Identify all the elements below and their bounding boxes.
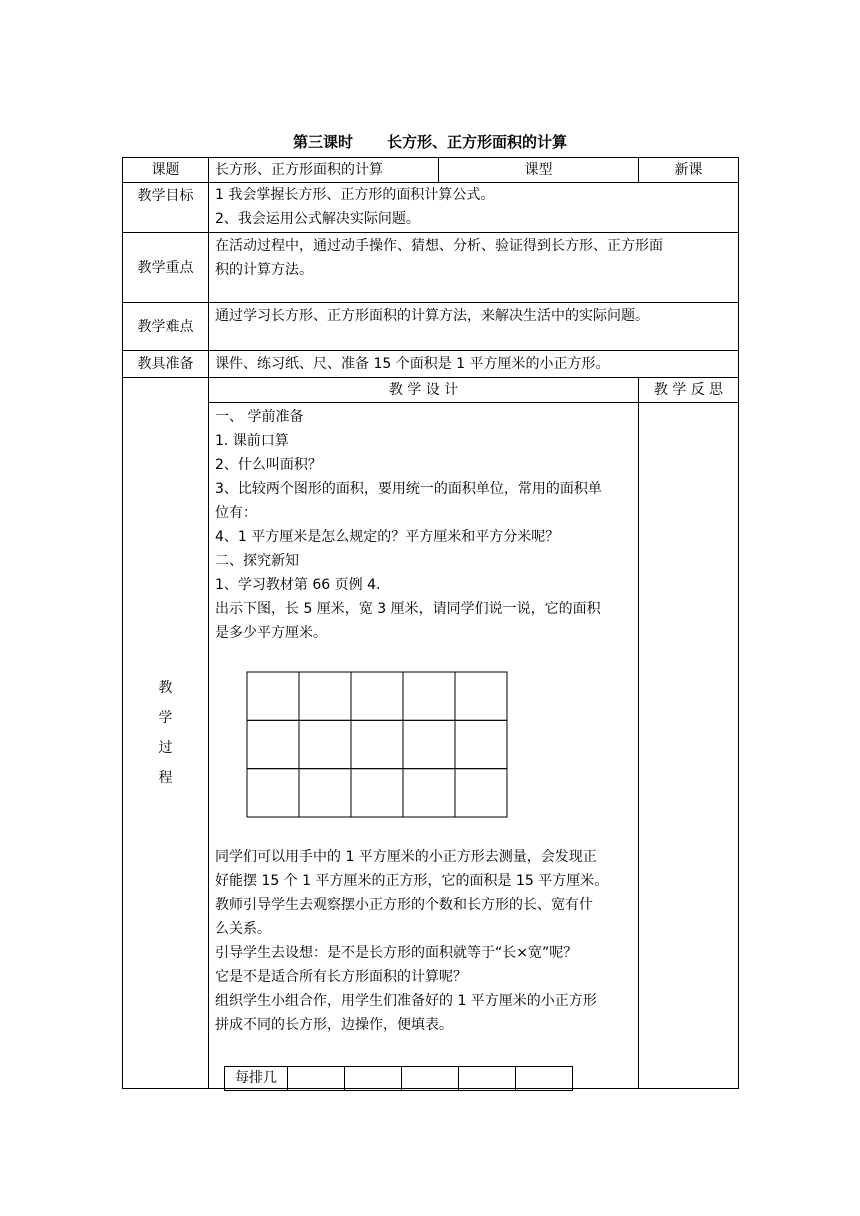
text-line: 位有：	[215, 505, 257, 521]
fill-in-table	[224, 1066, 573, 1091]
key-points-label: 教学重点	[123, 233, 209, 303]
type-value: 新课	[639, 158, 739, 183]
reflection-content	[639, 403, 739, 1089]
goal-line: 2、我会运用公式解决实际问题。	[215, 211, 420, 227]
text-line: 么关系。	[215, 921, 271, 937]
text-line: 3、比较两个图形的面积，要用统一的面积单位，常用的面积单	[215, 481, 602, 497]
key-points-row	[123, 233, 739, 303]
topic-label: 课题	[123, 158, 209, 183]
intro-text	[215, 403, 632, 645]
goals-label: 教学目标	[123, 183, 209, 233]
design-header: 教 学 设 计	[209, 378, 639, 403]
lesson-title: 第三课时	[292, 133, 353, 151]
fill-table-row	[225, 1067, 573, 1091]
process-label	[123, 378, 209, 1089]
key-point-line: 在活动过程中，通过动手操作、猜想、分析、验证得到长方形、正方形面	[215, 238, 663, 254]
difficulties-content	[209, 303, 739, 351]
process-label-char: 程	[158, 770, 173, 786]
text-line: 同学们可以用手中的 1 平方厘米的小正方形去测量，会发现正	[215, 849, 597, 865]
grid-unit-square	[455, 672, 507, 720]
difficulties-row	[123, 303, 739, 351]
grid-unit-square	[455, 769, 507, 817]
materials-line: 课件、练习纸、尺、准备 15 个面积是 1 平方厘米的小正方形。	[215, 356, 610, 372]
grid-unit-square	[351, 720, 403, 768]
page-title	[0, 131, 860, 152]
text-line: 1、学习教材第 66 页例 4.	[215, 577, 381, 593]
text-line: 二、探究新知	[215, 553, 299, 569]
text-line: 1. 课前口算	[215, 433, 289, 449]
text-line: 出示下图，长 5 厘米，宽 3 厘米，请同学们说一说，它的面积	[215, 601, 601, 617]
topic-value: 长方形、正方形面积的计算	[209, 158, 439, 183]
text-line: 引导学生去设想：是不是长方形的面积就等于“长×宽”呢？	[215, 945, 578, 961]
rectangle-grid-figure	[246, 671, 508, 818]
grid-unit-square	[299, 672, 351, 720]
fill-table-blank-cell[interactable]	[459, 1067, 516, 1091]
topic-title: 长方形、正方形面积的计算	[387, 133, 568, 151]
grid-unit-square	[351, 672, 403, 720]
fill-table-blank-cell[interactable]	[402, 1067, 459, 1091]
fill-table-blank-cell[interactable]	[516, 1067, 573, 1091]
process-label-char: 教	[158, 680, 173, 696]
design-content	[209, 403, 639, 1089]
difficulties-label: 教学难点	[123, 303, 209, 351]
grid-unit-square	[403, 720, 455, 768]
explanation-text	[215, 845, 608, 1037]
grid-unit-square	[403, 769, 455, 817]
text-line: 拼成不同的长方形，边操作，便填表。	[215, 1017, 453, 1033]
key-point-line: 积的计算方法。	[215, 262, 313, 278]
fill-table-header-cell: 每排几	[225, 1067, 288, 1091]
lesson-plan-table	[122, 157, 739, 1089]
grid-unit-square	[299, 720, 351, 768]
difficulty-line: 通过学习长方形、正方形面积的计算方法，来解决生活中的实际问题。	[215, 308, 649, 324]
fill-table-blank-cell[interactable]	[345, 1067, 402, 1091]
text-line: 是多少平方厘米。	[215, 625, 327, 641]
grid-unit-square	[455, 720, 507, 768]
materials-row	[123, 351, 739, 378]
grid-unit-square	[247, 769, 299, 817]
goals-row	[123, 183, 739, 233]
process-label-char: 学	[158, 710, 173, 726]
text-line: 2、什么叫面积？	[215, 457, 322, 473]
grid-unit-square	[247, 672, 299, 720]
process-body-row	[123, 403, 739, 1089]
goal-line: 1 我会掌握长方形、正方形的面积计算公式。	[215, 187, 495, 203]
text-line: 一、 学前准备	[215, 409, 304, 425]
fill-table-blank-cell[interactable]	[288, 1067, 345, 1091]
materials-label: 教具准备	[123, 351, 209, 378]
grid-unit-square	[299, 769, 351, 817]
text-line: 组织学生小组合作，用学生们准备好的 1 平方厘米的小正方形	[215, 993, 597, 1009]
text-line: 教师引导学生去观察摆小正方形的个数和长方形的长、宽有什	[215, 897, 593, 913]
grid-unit-square	[403, 672, 455, 720]
text-line: 它是不是适合所有长方形面积的计算呢？	[215, 969, 467, 985]
type-label: 课型	[439, 158, 639, 183]
topic-row	[123, 158, 739, 183]
key-points-content	[209, 233, 739, 303]
reflection-header: 教 学 反 思	[639, 378, 739, 403]
process-label-char: 过	[158, 740, 173, 756]
text-line: 好能摆 15 个 1 平方厘米的正方形，它的面积是 15 平方厘米。	[215, 873, 609, 889]
grid-unit-square	[247, 720, 299, 768]
process-header-row	[123, 378, 739, 403]
text-line: 4、1 平方厘米是怎么规定的？平方厘米和平方分米呢？	[215, 529, 560, 545]
goals-content	[209, 183, 739, 233]
materials-content	[209, 351, 739, 378]
grid-unit-square	[351, 769, 403, 817]
